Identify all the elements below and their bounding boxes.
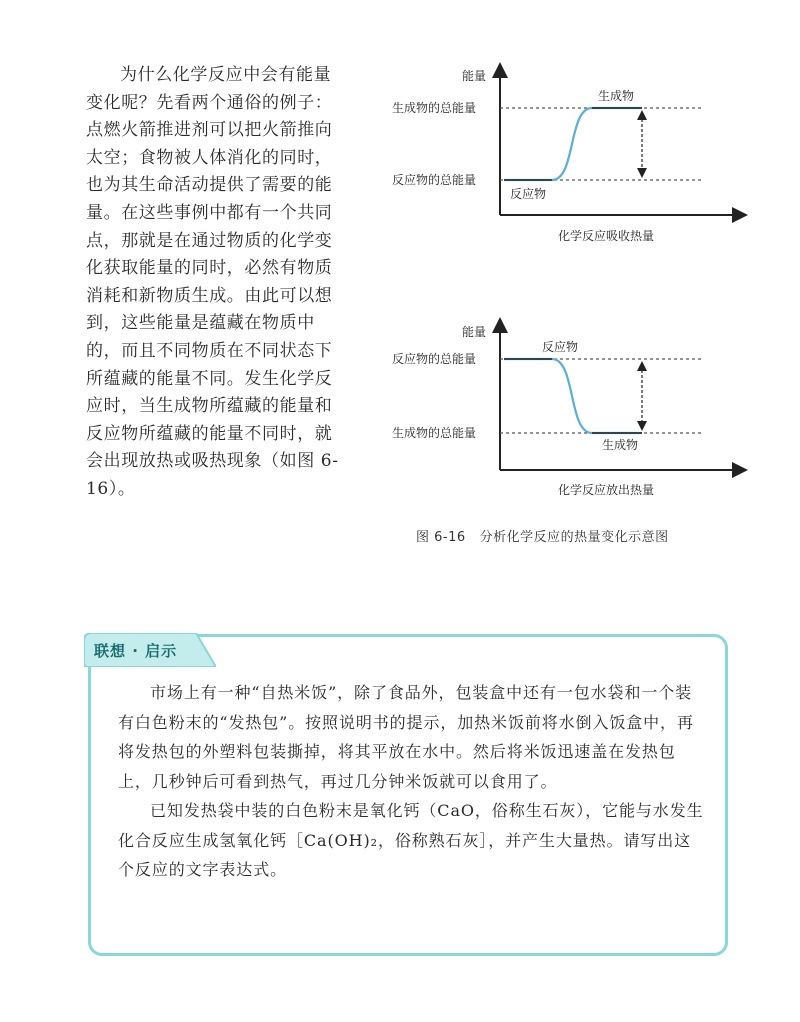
intro-paragraph: 为什么化学反应中会有能量变化呢？先看两个通俗的例子：点燃火箭推进剂可以把火箭推向太空；食物被人体消化的同时，也为其生命活动提供了需要的能量。在这些事例中都有一个共同点，那就是在通过物质的化学变化获取能量的同时，必然有物质消耗和新物质生成。由此可以想到，这些能量是蕴藏在物质中的，而且不同物质在不同状态下所蕴藏的能量不同。发生化学反应时，当生成物所蕴藏的能量和反应物所蕴藏的能量不同时，就会出现放热或吸热现象（如图 6-16）。 [86, 65, 339, 499]
arrow-down-head [637, 168, 647, 178]
chart-caption: 化学反应吸收热量 [558, 229, 655, 243]
insight-paragraph-1: 市场上有一种“自热米饭”，除了食品外，包装盒中还有一包水袋和一个装有白色粉末的“发热包”。按照说明书的提示，加热米饭前将水倒入饭盒中，再将发热包的外塑料包装撕掉，将其平放在水中。然后将米饭迅速盖在发热包上，几秒钟后可看到热气，再过几分钟米饭就可以食用了。 [118, 683, 694, 791]
arrow-up-head [637, 361, 647, 371]
upper-level-label: 生成物的总能量 [392, 101, 477, 115]
energy-figure [380, 60, 760, 550]
product-label: 生成物 [602, 438, 639, 452]
arrow-down-head [637, 421, 647, 431]
endothermic-chart [392, 68, 740, 243]
lower-level-label: 生成物的总能量 [392, 426, 477, 440]
energy-curve [504, 108, 642, 180]
figure-title: 分析化学反应的热量变化示意图 [479, 530, 669, 545]
reactant-label: 反应物 [542, 340, 579, 354]
reactant-label: 反应物 [510, 187, 547, 201]
energy-curve [504, 359, 642, 433]
upper-level-label: 反应物的总能量 [392, 352, 477, 366]
insight-body [118, 678, 704, 885]
y-axis-label: 能量 [462, 69, 487, 83]
chart-caption: 化学反应放出热量 [558, 483, 655, 497]
figure-number: 图 6-16 [416, 530, 466, 545]
figure-caption [416, 526, 736, 545]
arrow-up-head [637, 110, 647, 120]
energy-diagrams [380, 60, 760, 520]
insight-paragraph-2: 已知发热袋中装的白色粉末是氧化钙（CaO，俗称生石灰），它能与水发生化合反应生成氢氧化钙［Ca(OH)₂，俗称熟石灰］，并产生大量热。请写出这个反应的文字表达式。 [118, 801, 704, 879]
insight-tab [84, 633, 216, 667]
exothermic-chart [392, 324, 740, 497]
lower-level-label: 反应物的总能量 [392, 173, 477, 187]
y-axis-label: 能量 [462, 325, 487, 339]
product-label: 生成物 [598, 89, 635, 103]
intro-text [86, 62, 340, 504]
tab-label: 联想 · 启示 [94, 642, 178, 660]
